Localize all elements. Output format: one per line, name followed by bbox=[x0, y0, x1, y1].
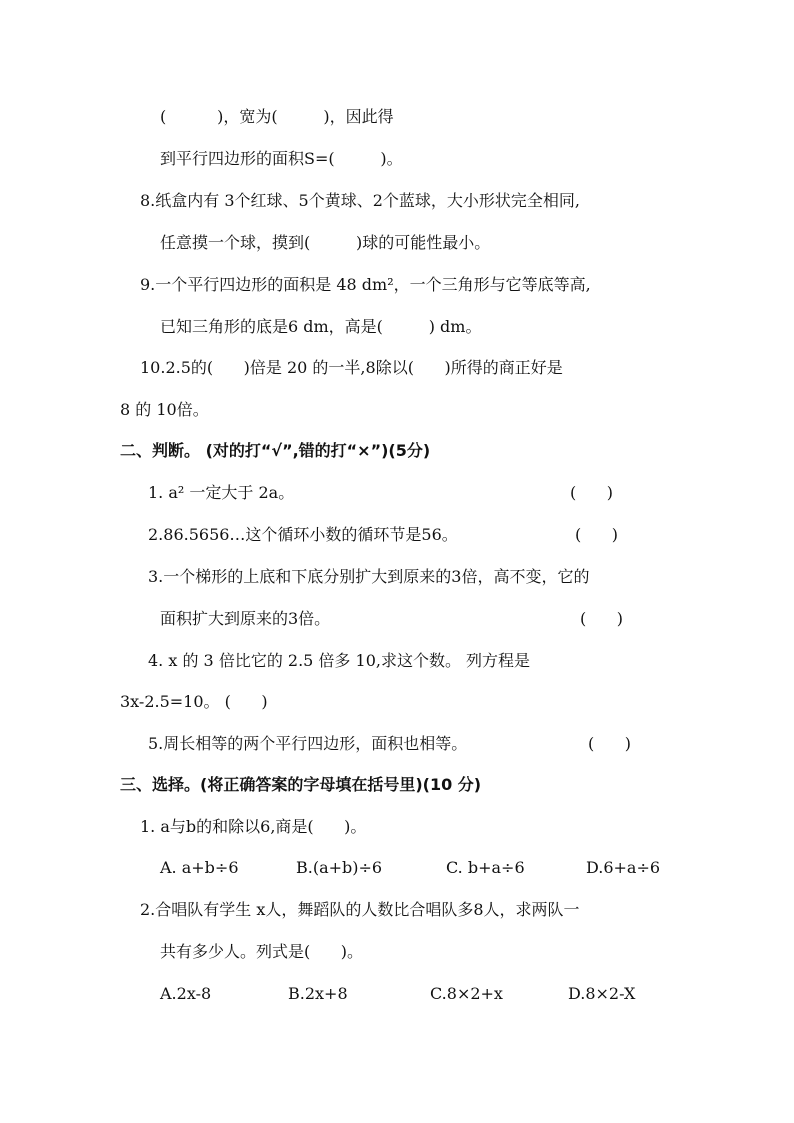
section3-heading: 三、选择。(将正确答案的字母填在括号里)(10 分) bbox=[120, 775, 482, 794]
judge-item-3: 3.一个梯形的上底和下底分别扩大到原来的3倍，高不变，它的 bbox=[148, 567, 590, 586]
judge-item-4: 4. x 的 3 倍比它的 2.5 倍多 10,求这个数。 列方程是 bbox=[148, 651, 531, 670]
judge-item-1: 1. a² 一定大于 2a。 bbox=[148, 483, 295, 502]
choice-q2-option-c[interactable]: C.8×2+x bbox=[430, 984, 503, 1003]
choice-q1-option-d[interactable]: D.6+a÷6 bbox=[586, 858, 661, 877]
q9-line2: 已知三角形的底是6 dm，高是( ) dm。 bbox=[160, 317, 482, 336]
q7-line2: 到平行四边形的面积S=( )。 bbox=[160, 149, 403, 168]
choice-q2: 2.合唱队有学生 x人，舞蹈队的人数比合唱队多8人，求两队一 bbox=[140, 900, 580, 919]
judge-item-3-bracket[interactable]: ( ) bbox=[580, 609, 623, 628]
choice-q1-option-b[interactable]: B.(a+b)÷6 bbox=[296, 858, 383, 877]
judge-item-5-bracket[interactable]: ( ) bbox=[588, 734, 631, 753]
judge-item-4-line2: 3x-2.5=10。 ( ) bbox=[120, 692, 268, 711]
q10-line1: 10.2.5的( )倍是 20 的一半,8除以( )所得的商正好是 bbox=[140, 358, 563, 377]
choice-q2-option-a[interactable]: A.2x-8 bbox=[160, 984, 212, 1003]
choice-q2-option-b[interactable]: B.2x+8 bbox=[288, 984, 348, 1003]
choice-q1-option-c[interactable]: C. b+a÷6 bbox=[446, 858, 525, 877]
q8-line1: 8.纸盒内有 3个红球、5个黄球、2个蓝球，大小形状完全相同, bbox=[140, 191, 580, 210]
choice-q2-line2: 共有多少人。列式是( )。 bbox=[160, 942, 364, 961]
choice-q1: 1. a与b的和除以6,商是( )。 bbox=[140, 817, 367, 836]
q10-line2: 8 的 10倍。 bbox=[120, 400, 209, 419]
section2-heading: 二、判断。 (对的打“√”,错的打“×”)(5分) bbox=[120, 441, 431, 460]
choice-q2-option-d[interactable]: D.8×2-X bbox=[568, 984, 636, 1003]
judge-item-2: 2.86.5656…这个循环小数的循环节是56。 bbox=[148, 525, 458, 544]
judge-item-3-line2: 面积扩大到原来的3倍。 bbox=[160, 609, 331, 628]
q8-line2: 任意摸一个球，摸到( )球的可能性最小。 bbox=[160, 233, 491, 252]
judge-item-1-bracket[interactable]: ( ) bbox=[570, 483, 613, 502]
judge-item-2-bracket[interactable]: ( ) bbox=[575, 525, 618, 544]
q9-line1: 9.一个平行四边形的面积是 48 dm²，一个三角形与它等底等高, bbox=[140, 275, 591, 294]
judge-item-5: 5.周长相等的两个平行四边形，面积也相等。 bbox=[148, 734, 468, 753]
q7-line1: ( )，宽为( )，因此得 bbox=[160, 107, 394, 126]
choice-q1-option-a[interactable]: A. a+b÷6 bbox=[160, 858, 239, 877]
